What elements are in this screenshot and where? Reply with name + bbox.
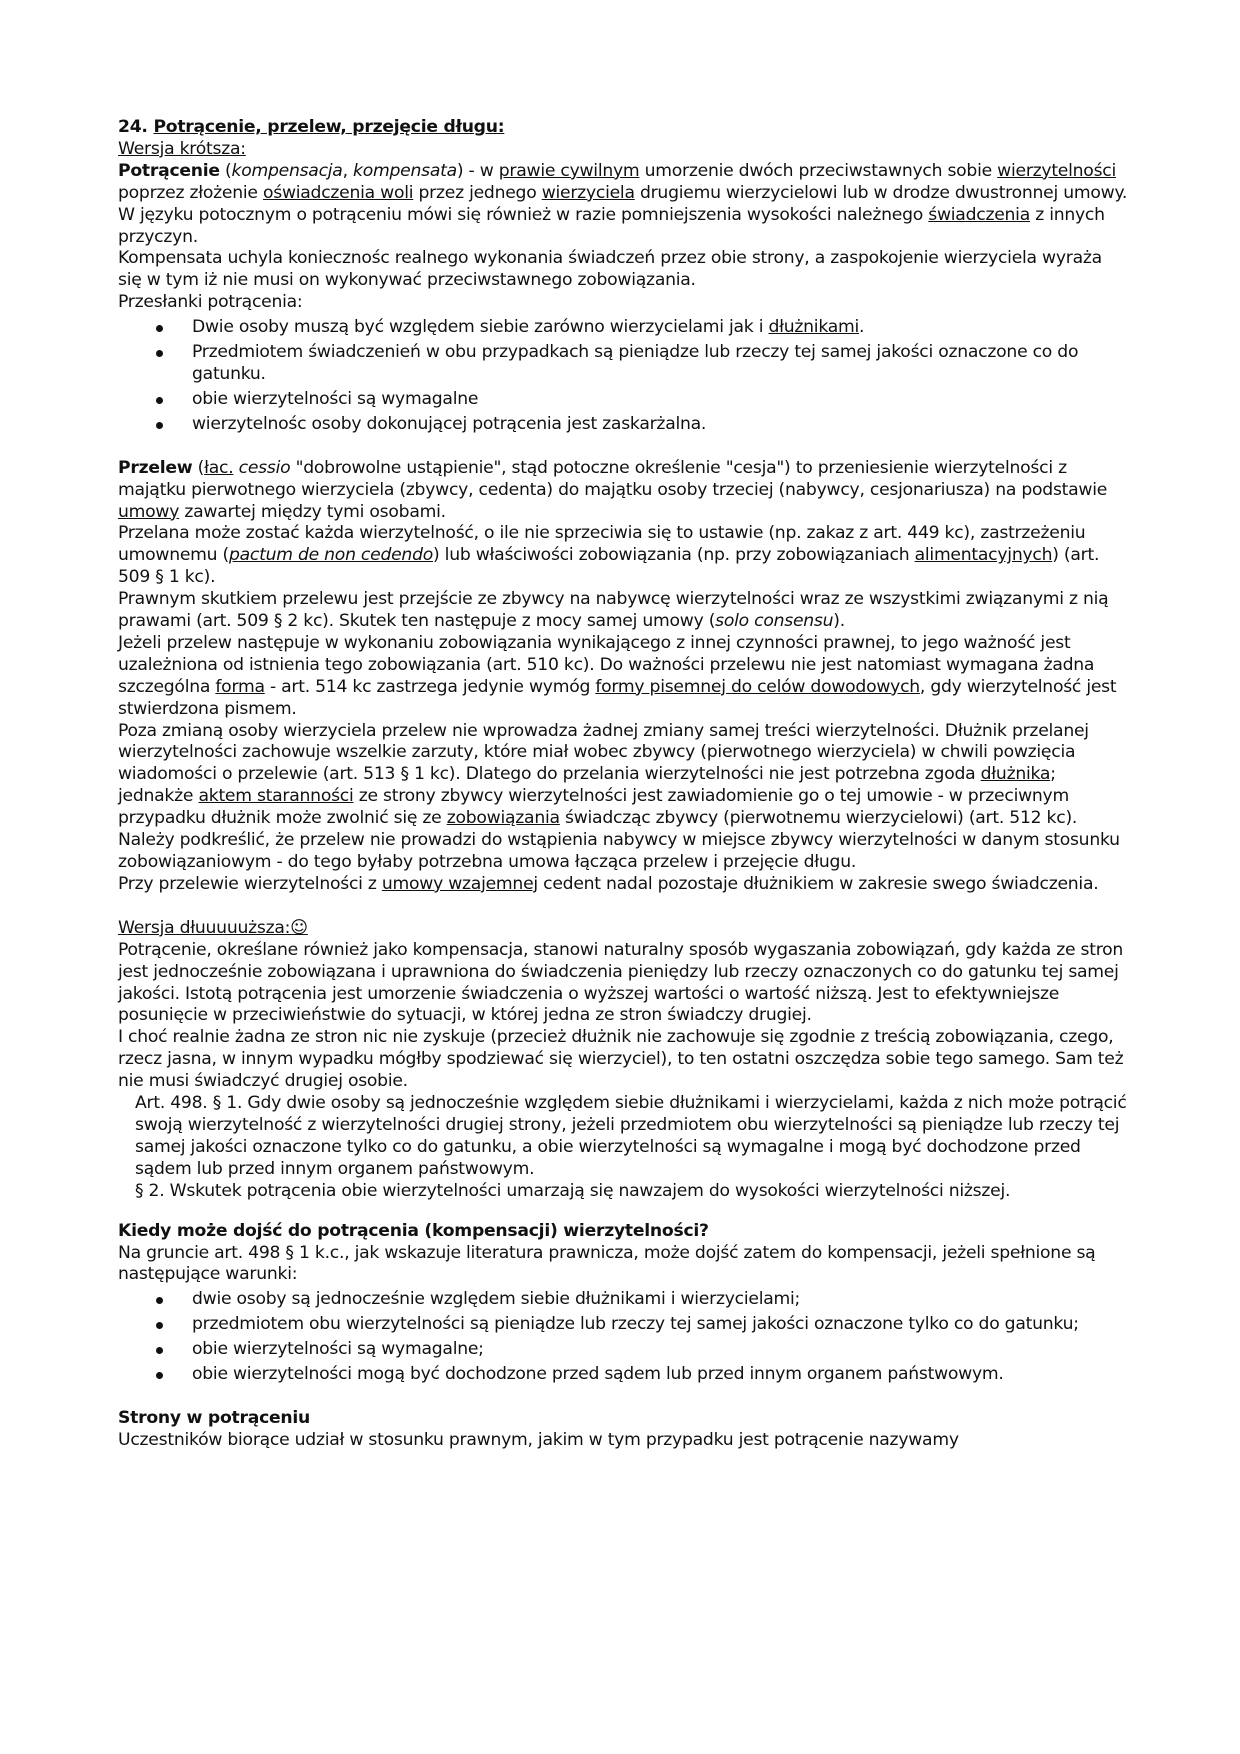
list-item: obie wierzytelności są wymagalne [118,389,1130,411]
version-long-label: Wersja dłuuuuuższa:☺ [118,917,308,938]
link-prawo-cywilne[interactable]: prawie cywilnym [498,160,640,181]
link-wierzyciel[interactable]: wierzyciela [541,182,635,203]
heading-strony: Strony w potrąceniu [118,1407,311,1428]
paragraph-przelew-definition: Przelew (łac. cessio "dobrowolne ustąpienie", stąd potoczne określenie "cesja") to przeniesienie wierzytelności z majątku pierwotnego wierzyciela (zbywcy, cedenta) do majątku osoby trzeciej (nabywcy, cesjonariusza) na podstawie umowy zawartej między tymi osobami. [118,457,1108,522]
heading-kiedy: Kiedy może dojść do potrącenia (kompensacji) wierzytelności? [118,1220,709,1241]
list-przeslanki [118,317,1130,436]
list-item: Przedmiotem świadczenień w obu przypadkach są pieniądze lub rzeczy tej samej jakości oznaczone co do gatunku. [118,342,1130,386]
list-item: wierzytelnośc osoby dokonującej potrącenia jest zaskarżalna. [118,414,1130,436]
bullet-icon [156,325,163,332]
link-wierzytelnosci[interactable]: wierzytelności [997,160,1116,181]
link-akt-starannosci[interactable]: aktem staranności [198,786,354,807]
paragraph-skutek: Prawnym skutkiem przelewu jest przejście ze zbywcy na nabywcę wierzytelności wraz ze wszystkimi związanymi z nią prawami (art. 509 § 2 kc). Skutek ten następuje z mocy samej umowy (solo consensu). [118,589,1109,632]
section-title: 24. Potrącenie, przelew, przejęcie długu: [118,117,505,137]
link-forma[interactable]: forma [215,676,265,697]
paragraph-colloquial: W języku potocznym o potrąceniu mówi się również w razie pomniejszenia wysokości należnego świadczenia z innych przyczyn. [118,204,1105,247]
link-oswiadczenie-woli[interactable]: oświadczenia woli [262,182,414,203]
paragraph-uczestnicy: Uczestników biorące udział w stosunku prawnym, jakim w tym przypadku jest potrącenie nazywamy [118,1429,959,1450]
link-swiadczenie[interactable]: świadczenia [928,204,1030,225]
list-warunki [118,1289,1130,1386]
link-umowa[interactable]: umowy [118,501,180,522]
document-page [118,117,1130,1452]
link-zobowiazanie[interactable]: zobowiązania [446,808,560,829]
paragraph-podkreslic: Należy podkreślić, że przelew nie prowadzi do wstąpienia nabywcy w miejsce zbywcy wierzytelności w danym stosunku zobowiązaniowym - do tego byłaby potrzebna umowa łącząca przelew i przejęcie długu. [118,830,1120,872]
link-umowa-wzajemna[interactable]: umowy wzajemnej [381,873,538,894]
bullet-icon [156,397,163,404]
paragraph-warunki: Na gruncie art. 498 § 1 k.c., jak wskazuje literatura prawnicza, może dojść zatem do kompensacji, jeżeli spełnione są następujące warunki: [118,1242,1096,1285]
list-item: obie wierzytelności mogą być dochodzone przed sądem lub przed innym organem państwowym. [118,1364,1130,1386]
list-item: Dwie osoby muszą być względem siebie zarówno wierzycielami jak i dłużnikami. [118,317,1130,339]
bullet-icon [156,1347,163,1354]
quote-art-498-par1: Art. 498. § 1. Gdy dwie osoby są jednocześnie względem siebie dłużnikami i wierzycielami, każda z nich może potrącić swoją wierzytelność z wierzytelności drugiej strony, jeżeli przedmiotem obu wierzytelności są pieniądze lub rzeczy tej samej jakości oznaczone tylko co do gatunku, a obie wierzytelności są wymagalne i mogą być dochodzone przed sądem lub przed innym organem państwowym. [135,1093,1127,1179]
list-item: dwie osoby są jednocześnie względem siebie dłużnikami i wierzycielami; [118,1289,1130,1311]
link-pactum-de-non-cedendo[interactable]: pactum de non cedendo [228,545,434,566]
paragraph-zysk: I choć realnie żadna ze stron nic nie zyskuje (przecież dłużnik nie zachowuje się zgodnie z treścią zobowiązania, czego, rzecz jasna, w innym wypadku mógłby spodziewać się wierzyciel), to ten ostatni oszczędza sobie tego samego. Sam też nie musi świadczyć drugiej osobie. [118,1027,1124,1092]
bullet-icon [156,1322,163,1329]
bullet-icon [156,1372,163,1379]
paragraph-zmiana-wierzyciela: Poza zmianą osoby wierzyciela przelew nie wprowadza żadnej zmiany samej treści wierzytelności. Dłużnik przelanej wierzytelności zachowuje wszelkie zarzuty, które miał wobec zbywcy (pierwotnego wierzyciela) w chwili powzięcia wiadomości o przelewie (art. 513 § 1 kc). Dlatego do przelania wierzytelności nie jest potrzebna zgoda dłużnika; jednakże aktem staranności ze strony zbywcy wierzytelności jest zawiadomienie go o tej umowie - w przeciwnym przypadku dłużnik może zwolnić się ze zobowiązania świadcząc zbywcy (pierwotnemu wierzycielowi) (art. 512 kc). [118,720,1089,829]
section-title-text: Potrącenie, przelew, przejęcie długu: [153,117,505,137]
bullet-icon [156,350,163,357]
bullet-icon [156,422,163,429]
paragraph-potracenie-definition: Potrącenie (kompensacja, kompensata) - w prawie cywilnym umorzenie dwóch przeciwstawnych sobie wierzytelności poprzez złożenie oświadczenia woli przez jednego wierzyciela drugiemu wierzycielowi lub w drodze dwustronnej umowy. [118,160,1128,203]
link-alimentacyjnych[interactable]: alimentacyjnych [914,545,1053,566]
link-lacina[interactable]: łac. [204,457,234,478]
paragraph-kompensacja-long: Potrącenie, określane również jako kompensacja, stanowi naturalny sposób wygaszania zobowiązań, gdy każda ze stron jest jednocześnie zobowiązana i uprawniona do świadczenia pieniędzy lub rzeczy oznaczonych co do gatunku tej samej jakości. Istotą potrącenia jest umorzenie świadczenia o wyższej wartości o wartość niższą. Jest to efektywniejsze posunięcie w przeciwieństwie do sytuacji, w której jedna ze stron świadczy drugiej. [118,939,1124,1026]
paragraph-umowa-wzajemna: Przy przelewie wierzytelności z umowy wzajemnej cedent nadal pozostaje dłużnikiem w zakresie swego świadczenia. [118,873,1099,894]
list-item: obie wierzytelności są wymagalne; [118,1339,1130,1361]
quote-art-498-par2: § 2. Wskutek potrącenia obie wierzytelności umarzają się nawzajem do wysokości wierzytelności niższej. [135,1180,1011,1201]
link-dluznika[interactable]: dłużnika [980,764,1051,785]
paragraph-przeslanki: Przesłanki potrącenia: [118,292,303,313]
version-short-label: Wersja krótsza: [118,138,246,159]
paragraph-kompensata: Kompensata uchyla koniecznośc realnego wykonania świadczeń przez obie strony, a zaspokojenie wierzyciela wyraża się w tym iż nie musi on wykonywać przeciwstawnego zobowiązania. [118,248,1102,291]
link-forma-pisemna[interactable]: formy pisemnej do celów dowodowych [595,676,920,697]
list-item: przedmiotem obu wierzytelności są pieniądze lub rzeczy tej samej jakości oznaczone tylko co do gatunku; [118,1314,1130,1336]
paragraph-przelana: Przelana może zostać każda wierzytelność, o ile nie sprzeciwia się to ustawie (np. zakaz z art. 449 kc), zastrzeżeniu umownemu (pactum de non cedendo) lub właściwości zobowiązania (np. przy zobowiązaniach alimentacyjnych) (art. 509 § 1 kc). [118,523,1100,588]
paragraph-waznosc: Jeżeli przelew następuje w wykonaniu zobowiązania wynikającego z innej czynności prawnej, to jego ważność jest uzależniona od istnienia tego zobowiązania (art. 510 kc). Do ważności przelewu nie jest natomiast wymagana żadna szczególna forma - art. 514 kc zastrzega jedynie wymóg formy pisemnej do celów dowodowych, gdy wierzytelność jest stwierdzona pismem. [118,632,1117,719]
link-dluznikami[interactable]: dłużnikami [768,317,860,338]
bullet-icon [156,1297,163,1304]
